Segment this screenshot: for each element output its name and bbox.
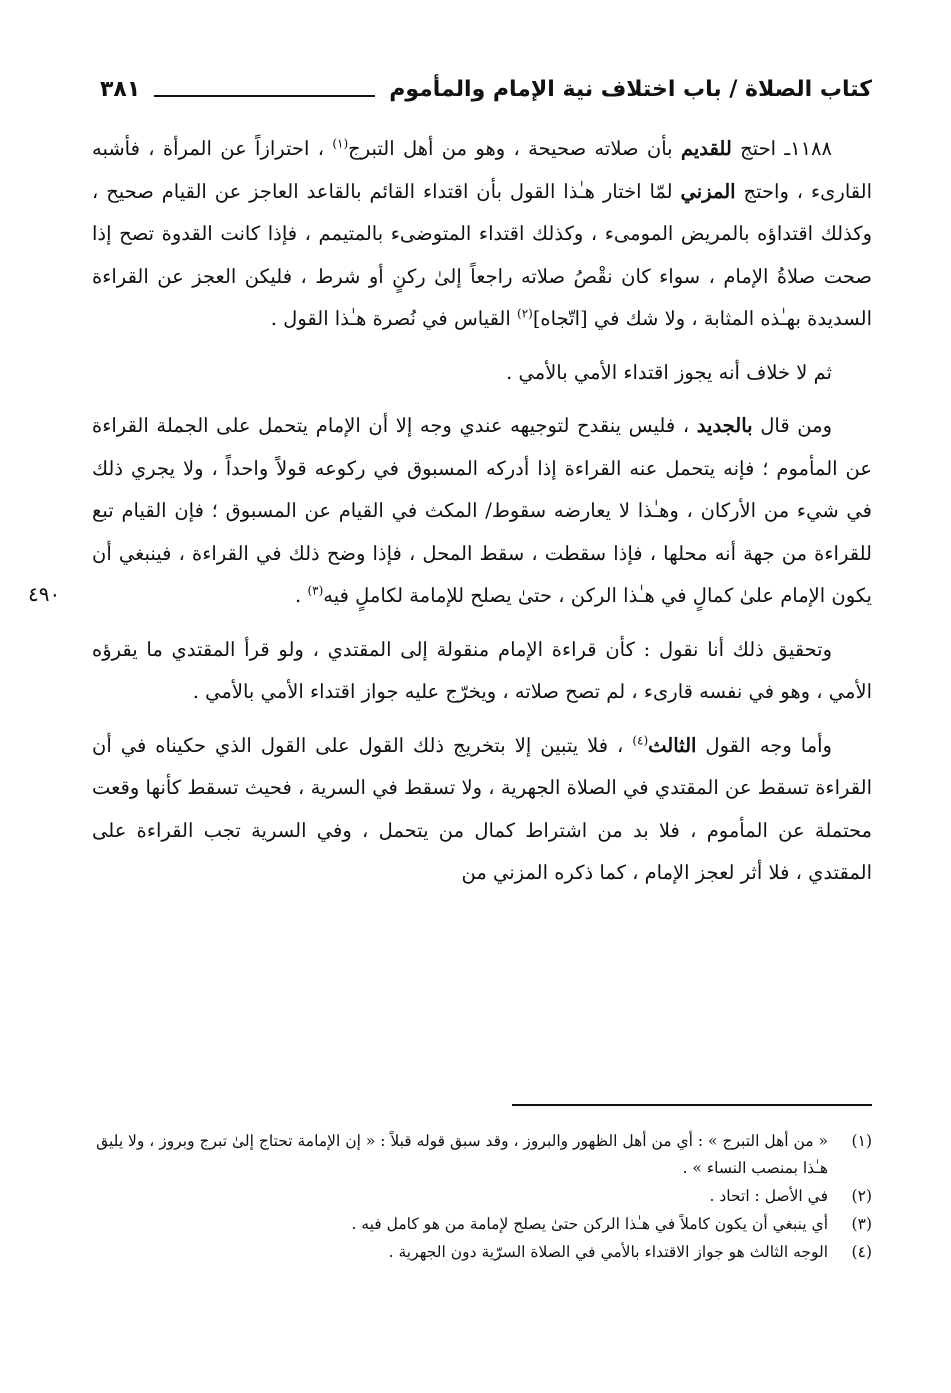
bold-term: الثالث xyxy=(648,733,697,757)
footnote-4 xyxy=(92,1239,872,1266)
paragraph-1188 xyxy=(92,128,872,341)
text-run: . xyxy=(295,584,308,607)
running-header xyxy=(100,66,872,112)
footnote-number: (٤) xyxy=(851,1243,872,1261)
bold-term: للقديم xyxy=(680,137,732,160)
footnote-text: الوجه الثالث هو جواز الاقتداء بالأمي في الصلاة السرّية دون الجهرية . xyxy=(388,1243,828,1261)
bold-term: المزني xyxy=(680,179,736,203)
footnote-ref: (٣) xyxy=(307,583,324,598)
text-run: ، احترازاً عن المرأة ، فأشبه القارىء ، واحتج xyxy=(92,137,873,203)
footnote-text: أي ينبغي أن يكون كاملاً في هـٰذا الركن حتىٰ يصلح لإمامة من هو كامل فيه . xyxy=(351,1215,828,1233)
footnote-number: (١) xyxy=(851,1132,872,1150)
footnote-divider xyxy=(512,1104,872,1106)
footnote-ref: (٢) xyxy=(517,306,533,321)
paragraph-2 xyxy=(92,352,872,395)
header-rule xyxy=(154,95,375,97)
paragraph-3 xyxy=(92,405,872,618)
footnote-text: « من أهل التبرج » : أي من أهل الظهور والبروز ، وقد سبق قوله قبلاً : « إن الإمامة تحتاج إلىٰ تبرج وبروز ، ولا يليق هـٰذا بمنصب النساء » . xyxy=(96,1132,828,1177)
text-run: بأن صلاته صحيحة ، وهو من أهل التبرج xyxy=(348,137,681,160)
footnotes xyxy=(92,1128,872,1267)
bold-term: بالجديد xyxy=(696,414,753,437)
header-title: كتاب الصلاة / باب اختلاف نية الإمام والمأموم xyxy=(389,76,872,102)
text-run: ثم لا خلاف أنه يجوز اقتداء الأمي بالأمي . xyxy=(506,360,832,384)
text-run: ومن قال xyxy=(752,414,832,437)
footnote-ref: (٤) xyxy=(632,733,649,747)
text-run: وأما وجه القول xyxy=(696,733,832,757)
margin-page-reference: ٤٩٠ xyxy=(28,582,61,606)
footnote-1 xyxy=(92,1128,872,1182)
paragraph-5 xyxy=(92,725,872,895)
text-run: لمّا اختار هـٰذا القول بأن اقتداء القائم بالقاعد العاجز عن القيام صحيح ، وكذلك اقتداؤه بالمريض المومىء ، وكذلك اقتداء المتوضىء بالمتيمم ، فإذا كانت القدوة تصح إذا صحت صلاةُ الإمام ، سواء كان نقْصُ صلاته راجعاً إلىٰ ركنٍ أو شرط ، فليكن العجز عن القراءة السديدة بهـٰذه المثابة ، ولا شك في [اتّجاه] xyxy=(92,179,872,330)
text-run: ، فلا يتبين إلا بتخريج ذلك القول على القول الذي حكيناه في أن القراءة تسقط عن المقتدي في الصلاة الجهرية ، ولا تسقط في السرية ، فحيث تسقط كأنها وقعت محتملة عن المأموم ، فلا بد من اشتراط كمال من يتحمل ، وفي السرية تجب القراءة على المقتدي ، فلا أثر لعجز الإمام ، كما ذكره المزني من xyxy=(92,733,872,884)
footnote-ref: (١) xyxy=(332,136,349,151)
paragraph-4 xyxy=(92,629,872,714)
page-number: ٣٨١ xyxy=(100,76,141,102)
text-run: وتحقيق ذلك أنا نقول : كأن قراءة الإمام منقولة إلى المقتدي ، ولو قرأ المقتدي ما يقرؤه الأمي ، وهو في نفسه قارىء ، لم تصح صلاته ، ويخرّج عليه جواز اقتداء الأمي بالأمي . xyxy=(92,637,872,703)
footnote-3 xyxy=(92,1211,872,1238)
text-run: ١١٨٨ـ احتج xyxy=(731,137,833,160)
main-text xyxy=(92,128,872,906)
footnote-2 xyxy=(92,1183,872,1210)
footnote-number: (٣) xyxy=(851,1215,872,1233)
footnote-text: في الأصل : اتحاد . xyxy=(709,1187,828,1205)
text-run: ، فليس ينقدح لتوجيهه عندي وجه إلا أن الإمام يتحمل على الجملة القراءة عن المأموم ؛ فإنه يتحمل عنه القراءة إذا أدركه المسبوق في ركوعه قولاً واحداً ، ولا يجري ذلك في شيء من الأركان ، وهـٰذا لا يعارضه سقوط/ المكث في القيام عن المسبوق ؛ فإن القيام تبع للقراءة من جهة أنه محلها ، فإذا سقطت ، سقط المحل ، فإذا وضح ذلك في القراءة ، فينبغي أن يكون الإمام علىٰ كمالٍ في هـٰذا الركن ، حتىٰ يصلح للإمامة لكاملٍ فيه xyxy=(92,414,872,607)
text-run: القياس في نُصرة هـٰذا القول . xyxy=(270,307,517,330)
footnote-number: (٢) xyxy=(851,1187,872,1205)
